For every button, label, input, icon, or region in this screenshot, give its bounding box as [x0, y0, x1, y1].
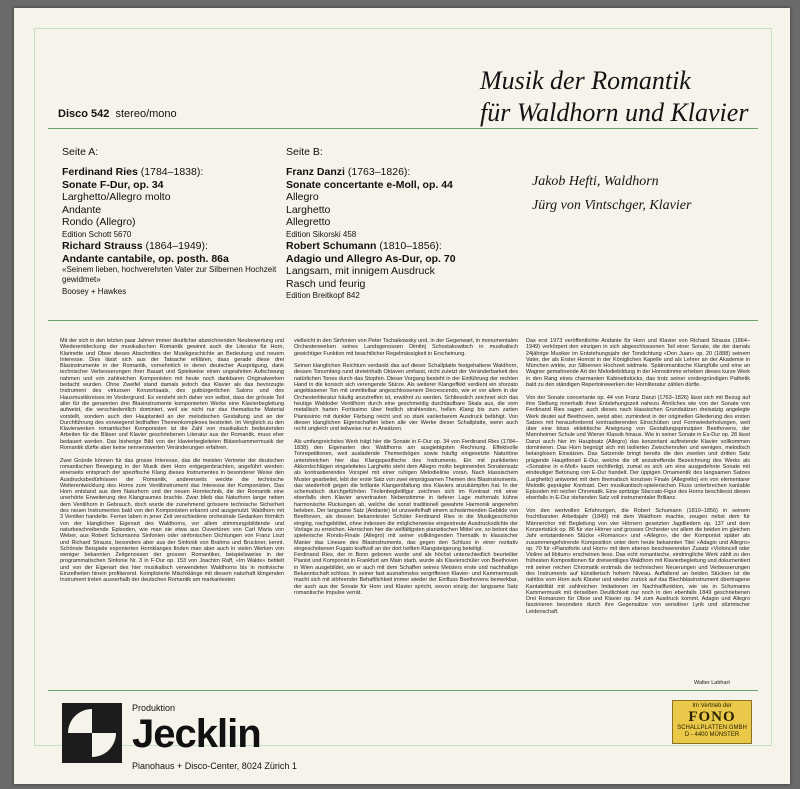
record-sleeve-back — [14, 8, 790, 784]
movement: Rasch und feurig — [286, 277, 366, 290]
label-brand: Jecklin — [132, 712, 261, 756]
edition: Edition Breitkopf 842 — [286, 291, 360, 300]
movement: Andante — [62, 203, 102, 216]
distributor-sticker — [672, 700, 752, 744]
side-a-piece-strauss — [62, 240, 276, 299]
side-b-piece-danzi — [286, 166, 453, 241]
catalog-info — [58, 108, 177, 120]
edition: Boosey + Hawkes — [62, 287, 127, 296]
sticker-line1: Im Vertrieb der — [692, 703, 732, 709]
divider-bottom — [48, 690, 758, 691]
performer-horn: Jakob Hefti, Waldhorn — [532, 174, 659, 189]
divider-top — [48, 128, 758, 129]
catalog-format: stereo/mono — [115, 108, 177, 120]
sticker-brand: FONO — [688, 709, 736, 725]
movement: Allegro — [286, 191, 319, 203]
movement: Allegretto — [286, 216, 331, 228]
album-title-line2: für Waldhorn und Klavier — [480, 98, 749, 127]
movement: Rondo (Allegro) — [62, 216, 136, 228]
composer-dates: (1784–1838): — [140, 166, 204, 178]
liner-notes-column-2: vielleicht in den Sinfonien von Peter Tschaikowsky und, in der Gegenwart, in monumentalen Orchesterwerken seines Landsgenossen Dimitrij Schostakowitsch in musikalisch gewichtiger Funktion mit beachtlicher Regelmässigkeit in Erscheinung. Seinen klanglichen Reichtum verdankt das auf dieser Schallplatte festgehaltene Waldhorn, dessen Tonumfang rund dreieinhalb Oktaven umfasst, nicht zuletzt der Veränderbarkeit des natürlichen Tones durch das Stopfen. Dieser Vorgang besteht in der Einführung der rechten Hand in die konisch sich verengende Stürze. Als weiterer Klangeffekt verdient ein sforzato angeblasener Ton mit unmittelbar angeschlossenem Decrescendo, wie er vor allem in der Orchesterliteratur häufig anzutreffen ist, erwähnt zu werden. Schliesslich zeichnet sich das heutige Waldoder Ventilhorn durch eine geschmeidig durchlaufbare Skala aus, die vom metallisch harten Fortissimo über festlich strahlenden, hellen Klang bis zum zarten Pianissimo mit dunkler Färbung reicht und so stark variierbarem Ausdruck befähigt. Von diesen klanglichen Eigenschaften leben alle vier Werke dieser Schallplatte, wenn auch recht ungleich und teilweise nur in Ansätzen. Als umfangreichstes Werk trägt hier die Sonate in F-Dur op. 34 von Ferdinand Ries (1784–1838) den Eigenarten des Waldhorns am ausgiebigsten Rechnung. Effektvolle Tonrepetitionen, weit ausladende Themenbögen sowie häufig eingesetzte Naturtöne unterstreichen hier das Klangspezifische des Instruments. Ein mit punktierten Akkordschlägen eingeleitetes Larghetto steht dem Allegro molto beginnenden Sonatensatz als kontrastierendes Vorspiel mit einer ruhigen Melodielinie voran. Nach klassischem Muster gearbeitet, lebt der erste Satz von zwei einprägsamen Themen des Blasinstruments, das wiederholt gegen die brillante Klangentfaltung des Klaviers anzukämpfen hat. In der schematisch durchgeführten Triolenbegleitfigur zeichnen sich im Kontrast mit einer ebenfalls dem Klavier anvertrauten Nebenstimme in tieferer Lage mehrmals kühne harmonische Rückungen ab, welche die sonst traditionell gewahrte Harmonik angenehm beleben. Der langsame Satz (Andante) ist unzweifelhaft einem schwärmenden Gebilde von Beethoven, als dessen bekanntester Schüler Ferdinand Ries in die Musikgeschichte einging, nachgebildet, ohne indessen die möglicherweise eingestreute Ausdrucksdichte der Vorlage zu erreichen. Herrschen hier die vielfältigsten pianistischen Mittel vor, so betont das spielerische Rondo-Finale (Allegro) mit seiner vollklingenden Thematik in klassischer Manier das Lineare des Blasinstruments, das gegen den Schluss in einer rezitativ eingeschobenen Fugato kraftvoll an der dort hefiten Klangsteigerung beteiligt. Ferdinand Ries, der in Bonn geboren wurde und als höchst unterschiedlich beurteilter Pianist und Komponist in Frankfurt am Main starb, wurde als Klavierschüler von Beethoven in Wien ausgebildet, wo er auch mit dem Schaffen seines Meisters erste und nachhaltige Bekanntschaft schloss. In seiner fast ausnahmslos vergriffenen Klavier- und Kammermusik macht sich mit stöhrender Behaftlichkeit immer wieder der Einfluss Beethovens bemerkbar, der auch aus der Sonate für Horn und Klavier spricht, wovon einzig der langsame Satz romantische Impulse verrät. — [294, 338, 518, 596]
sticker-line3: D - 4400 MÜNSTER — [684, 732, 740, 738]
work-title: Sonate F-Dur, op. 34 — [62, 178, 164, 191]
edition: Edition Schott 5670 — [62, 229, 132, 239]
sticker-line2: SCHALLPLATTEN GMBH — [677, 725, 747, 731]
composer-dates: (1810–1856): — [379, 240, 442, 252]
side-b-label: Seite B: — [286, 146, 323, 158]
composer-name: Franz Danzi — [286, 166, 345, 178]
work-title: Andante cantabile, op. posth. 86a — [62, 252, 229, 265]
composer-dates: (1763–1826): — [347, 166, 411, 178]
performer-piano: Jürg von Vintschger, Klavier — [532, 198, 692, 213]
jecklin-logo — [62, 703, 122, 763]
liner-notes-signature: Walter Labhart — [694, 680, 730, 686]
album-title-line1: Musik der Romantik — [480, 66, 691, 95]
work-title: Sonate concertante e-Moll, op. 44 — [286, 178, 453, 191]
catalog-number: Disco 542 — [58, 108, 110, 120]
work-title: Adagio und Allegro As-Dur, op. 70 — [286, 252, 456, 265]
movement: Langsam, mit innigem Ausdruck — [286, 265, 435, 277]
side-a-piece-ries — [62, 166, 203, 241]
movement: Larghetto/Allegro molto — [62, 191, 171, 203]
composer-name: Robert Schumann — [286, 240, 377, 252]
liner-notes-column-3: Das erst 1973 veröffentlichte Andante für Horn und Klavier von Richard Strauss (1864–1949) verkörpert den einzigen in sich abgeschlossenen Teil einer Sonate, die der damals 24jährige Musiker im Entstehungsjahr der Tondichtung «Don Juan» op. 20 (1888) seinem Vater, der als Erster Hornist in der Königlichen Kapelle und als Lehrer an der Akademie in München wirkte, zur Silbernen Hochzeit widmete. Spätromantische Klangfülle und eine an Wagner gemahnende Art der Melodiebildung in der Hornstimme erheben dieses kurze Werk in den Rang eines charmanten Kabinettstücks, das trotz seiner vordergründigen Pathetik bald zu den ständigen Repertoirewerken der Hornliteratur zählen dürfte. Von der Sonate concertante op. 44 von Franz Danzi (1763–1826) lässt sich mit Bezug auf ihre Stellung innerhalb ihrer Entstehungszeit nahezu Ähnliches wie von der Sonate von Ferdinand Ries sagen: auch dieses nach klassischen Grundsätzen dreisatzig angelegte Werk deutet auf Beethoven, weist aber, zumindest in der originellen Gliederung des ersten Satzes mit herausfordernd kontrastierenden Einschüben und Formwiederholungen, weit über eine bloss eklektische Aneignung von Gestaltungsprinzipien Beethovens, der Mannheimer Schule und Wiener Klassik hinaus. Wie in seiner Sonate in Es-Dur op. 28 lässt Danzi auch hier im Hauptsatz (Allegro) das konzertant auftretende Klavier vollkommen dominieren. Das Horn begnügt sich mit isolierten Zwischenrufen und wenigen, melodisch belanglosen Einsätzen. Das Satzende bringt bereits die den zweiten und dritten Satz prägende Hauptfonart E-Dur, welche die oft anzutreffende Bezeichnung des Werks als «Sonatine in e-Moll» kaum rechtfertigt, zumal es sich um eine ausgedehnte Sonate mit eindeutiger Betonung von E-Dur handelt. Der üppigen Ornamentik des langsamen Satzes (Larghetto) antwortet mit dem thematisch konzisen Finale (Allegretto) ein von elementarer Melodik geprägter Kontrast. Den musikantisch-spielerischen Fluss unterbrechen kantable Episoden mit reicher Chromatik. Eine spritzige Staccato-Figur des Horns beschliesst diesen ebenfalls in E-Dur stehenden Satz voll instrumentaler Brillanz. Von den wertvollen Erfahrungen, die Robert Schumann (1810–1856) in seinem fruchtbarsten Arbeitsjahr (1849) mit dem Waldhorn machte, zeugen nebst dem für Männerchor mit Begleitung von vier Hörnern gesetzten Jagdliedern op. 137 und dem Konzertstück op. 86 für vier Hörner und grosses Orchester vor allem die beiden im gleichen Jahr entstandenen Stücke «Romance» und «Allegro», die der Komponist später als zusammengehörende Komposition unter dem heute bekannten Titel «Adagio und Allegro» op. 70 für «Pianoforte und Horn» mit dem ebenso beschwerenden Zusatz «Violoncell oder Violine ad libitum» erscheinen liess. Das echt romantische, eindringliche Werk zählt zu den frühesten Kompositionen für dreiventiliges Waldhorn mit Klavierbegleitung und dokumentiert mit seiner reichen Chromatik erstmals die technischen Neuerungen und Verbesserungen des Instruments auf künstlerisch hohem Niveau. Auffallend an beiden Stücken ist die nahtlos vom Horn aufs Klavier und wieder zurück auf das Blechblasinstrument übertragene Kantabilität mit zahlreichen Imitationen im Nachhallfunktion, wie sie in Schumanns Kammermusik mit derselben Deutlichkeit nur noch in den ebenfalls 1849 geschriebenen Drei Romanzen für Oboe und Klavier op. 94 zum Ausdruck kommt. Adagio und Allegro faszinieren besonders durch ihre Gegensätze von sensitiver Lyrik und stürmischer Leidenschaft. — [526, 338, 750, 615]
side-a-label: Seite A: — [62, 146, 99, 158]
side-b-piece-schumann — [286, 240, 456, 303]
dedication-note: gewidmet» — [62, 274, 101, 284]
composer-name: Ferdinand Ries — [62, 166, 138, 178]
divider-middle — [48, 320, 758, 321]
movement: Larghetto — [286, 203, 331, 216]
edition: Edition Sikorski 458 — [286, 229, 357, 239]
label-address: Pianohaus + Disco-Center, 8024 Zürich 1 — [132, 761, 297, 771]
liner-notes-column-1: Mit der sich in den letzten paar Jahren immer deutlicher abzeichnenden Neubewertung und Wiederentdeckung der musikalischen Romantik gewinnt auch die Literatur für Horn, Klarinette und Oboe dieses Abschnittes der Musikgeschichte an Bedeutung und neuem Interesse. Dies lässt sich aus der Tatsache erklären, dass gerade diese drei Blasinstrumente in der Romantik, vornehmlich in deren deutscher Ausprägung, dank technischer Verbesserungen ihrer Bauart und Spielweise einen ungeahnten Aufschwung nahmen und von zahlreichen Komponisten mit heute noch dankbaren Originalwerken bedacht wurden. Ohne Zweifel stand damals jedoch das Klavier als das bevorzugte Instrument des virtuosen Konzertsaals, des gutbürgerlichen Salons und des Hausmusikkreises im Vordergrund. Es versteht sich daher von selbst, dass der grösste Teil aller für die genannten drei Blasinstrumente komponierten Werke eine Klavierbegleitung aufweist, die verschiedentlich dominiert, weil sie nicht nur das thematische Material vorstellt, sondern auch den Hauptanteil an der melodischen Gestaltung und an der Durchführung des vorwiegend liedhaften Themenkomplexes bestreitet. Im Vergleich zu den Klavierwerken romantischer Komponisten ist die Zahl von musikalisch bedeutenden Arbeiten für die Bläser und Klavier geschriebenen Literatur aus der Romantik, muss eher bedauert werden. Das bisherige Bild von der klavierbegleiteten Bläserkammermusik der Romantik dürfte aber keine nennenswerten Veränderungen erfahren. Zwei Gründe können für das grosse Interesse, das die meisten Vertreter der deutschen romantischen Bewegung in der Musik dem Horn entgegenbrachten, angeführt werden: einerseits entsprach der spezifische Klang dieses Instrumentes in besonderer Weise den Ausdrucksbedürfnissen der Romantik, andererseits weckte die technische Weiterentwicklung des Horns zum Ventilinstrument das Interesse der Komponisten. Das Horn entstand aus dem Naturhorn und der neuen Horntechnik, die der Romantik eine unerhörte Erweiterung des Klangraumes brachte. Zwar blieb das Naturhorn lange neben dem Ventilhorn in Gebrauch, doch wurde die zunehmend grössere technische Sicherheit des neuen Instrumentes bald von den Komponisten erkannt und ausgenutzt. Waldhorn mit 3 Ventilen handelte. Ferner laben in jener Zeit verschiedene orchestrale Gedanken förmlich von der klanglichen Eigenart des Waldhorns, vor allem stimmungsbildende und naturbeschreibende Episoden, wie man sie etwa aus Ouvertüren von Carl Maria von Weber, aus Robert Schumanns Sinfonien oder sinfonischen Dichtungen von Franz Liszt und Richard Strauss, besonders aber aus der Sinfonik von Brahms und Bruckner, kennt. Schönste Beispiele exponierten Hornklanges finden man aber auch in vielen Werken von weniger bekannten Zeitgenossen der grossen Romantiker, beispielsweise in der programmatischen Sinfonie Nr. 3 in F-Dur op. 153 von Joachim Raff, «Im Walde» betitelt und von der Eigenart des hier musikalisch verwendeten Waldhorns bis in motivische Einzelheiten hinein profitierend. Komplizierte Mischklänge mit diesem naturhaft klingenden Instrument treten ausserhalb der deutschen Romantik am markantesten — [60, 338, 284, 584]
dedication-note: «Seinem lieben, hochverehrten Vater zur Silbernen Hochzeit — [62, 265, 277, 274]
production-label: Produktion — [132, 703, 176, 713]
composer-dates: (1864–1949): — [145, 240, 208, 252]
composer-name: Richard Strauss — [62, 240, 143, 252]
